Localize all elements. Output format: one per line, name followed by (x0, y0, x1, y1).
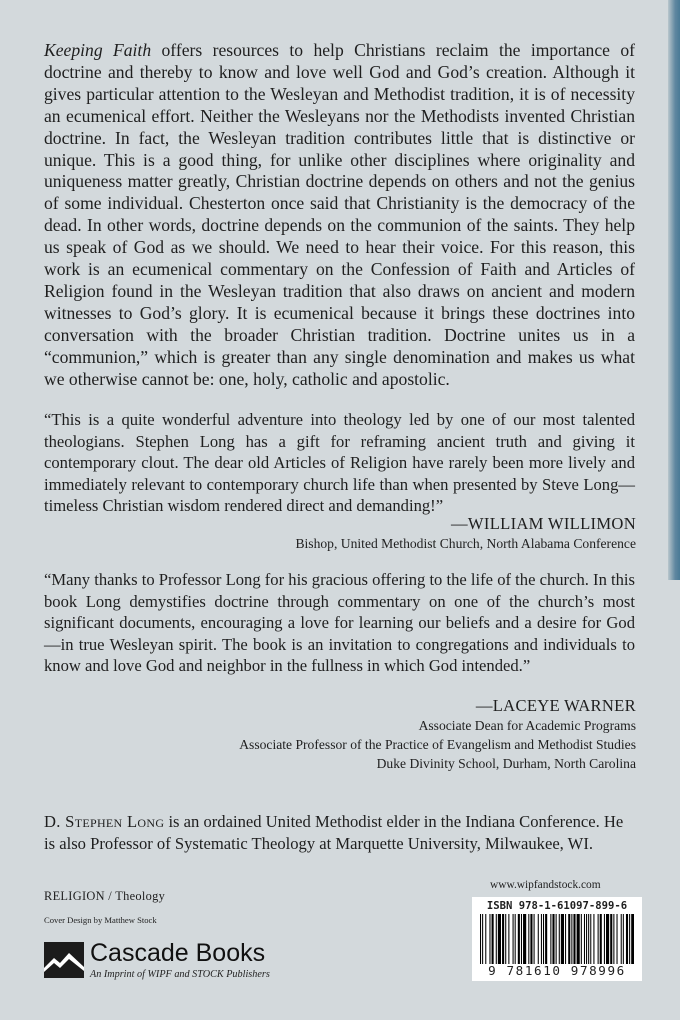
author-name: D. Stephen Long (44, 812, 165, 831)
publisher-logo (44, 938, 294, 988)
isbn-barcode (472, 897, 642, 981)
endorsement-quote-1: “This is a quite wonderful adventure into theology led by one of our most talented theologians. Stephen Long has a gift for reframing ancient truth and giving it contemporary clout. The dear old Articles of Religion have rarely been more lively and immediately relevant to contemporary church life than when presented by Steve Long—timeless Christian wisdom rendered direct and demanding!” (44, 410, 635, 515)
endorser-role: Duke Divinity School, Durham, North Carolina (376, 756, 636, 771)
endorsement-quote-2: “Many thanks to Professor Long for his gracious offering to the life of the church. In this book Long demystifies doctrine through commentary on one of the church’s most significant documents, encouraging a love for learning our beliefs and a desire for God—in true Wesleyan spirit. The book is an invitation to congregations and individuals to know and love God and neighbor in the fullness in which God intended.” (44, 570, 635, 675)
endorser-name-1: —WILLIAM WILLIMON (451, 514, 636, 533)
mountain-logo-icon (44, 942, 84, 978)
publisher-website: www.wipfandstock.com (490, 879, 601, 891)
endorser-role: Associate Professor of the Practice of Evangelism and Methodist Studies (239, 737, 636, 752)
endorser-role: Bishop, United Methodist Church, North Alabama Conference (295, 536, 636, 551)
endorsement-attribution-2 (239, 695, 636, 773)
spine-edge (668, 0, 680, 580)
isbn-digits: 9 781610 978996 (488, 963, 626, 978)
barcode-bars-icon (480, 914, 634, 964)
publisher-imprint: An Imprint of WIPF and STOCK Publishers (90, 969, 270, 980)
cover-credit: Cover Design by Matthew Stock (44, 915, 157, 925)
book-description (44, 40, 635, 391)
endorser-name-2: —LACEYE WARNER (475, 696, 636, 715)
author-bio (44, 811, 635, 854)
publisher-name: Cascade Books (90, 939, 266, 967)
endorser-role: Associate Dean for Academic Programs (418, 718, 636, 733)
subject-category: RELIGION / Theology (44, 889, 166, 903)
book-title: Keeping Faith (44, 40, 152, 60)
isbn-label: ISBN 978-1-61097-899-6 (486, 900, 628, 912)
description-text: offers resources to help Christians reclaim the importance of doctrine and thereby to know and love well God and God’s creation. Although it gives particular attention to the Wesleyan and Methodist tradition, it is of necessity an ecumenical effort. Neither the Wesleyans nor the Methodists invented Christian doctrine. In fact, the Wesleyan tradition contributes little that is distinctive or unique. This is a good thing, for unlike other disciplines where originality and uniqueness matter greatly, Christian doctrine depends on others and not the genius of some individual. Chesterton once said that Christianity is the democracy of the dead. In other words, doctrine depends on the communion of the saints. They help us speak of God as we should. We need to hear their voice. For this reason, this work is an ecumenical commentary on the Confession of Faith and Articles of Religion found in the Wesleyan tradition that also draws on ancient and modern witnesses to God’s glory. It is ecumenical because it brings these doctrines into conversation with the broader Christian tradition. Doctrine unites us in a “communion,” which is greater than any single denomination and makes us what we otherwise cannot be: one, holy, catholic and apostolic. (44, 40, 635, 389)
endorsement-attribution-1 (295, 513, 636, 553)
author-bio-text: is an ordained United Methodist elder in the Indiana Conference. He is also Professor of Systematic Theology at Marquette University, Milwaukee, WI. (44, 812, 624, 853)
